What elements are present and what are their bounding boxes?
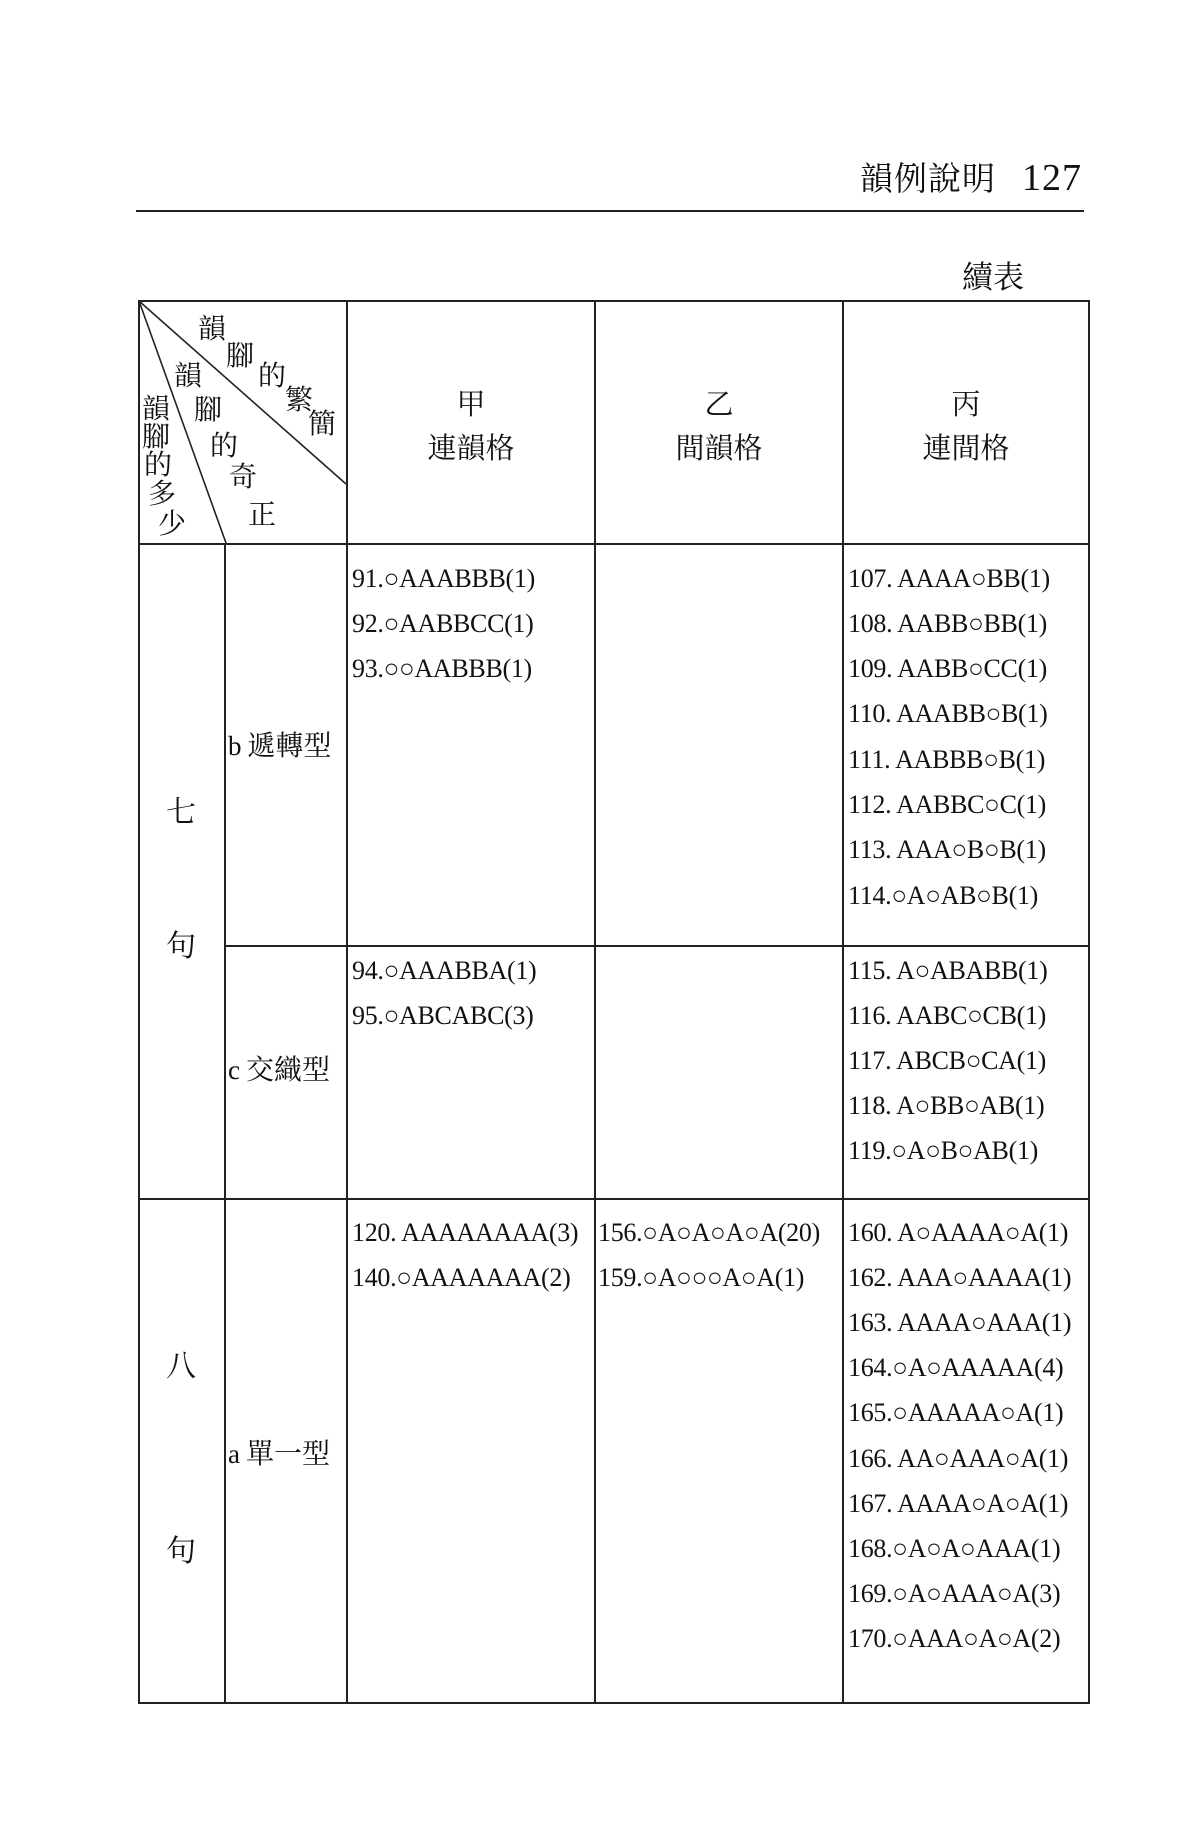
group-eight-char-2: 句 (166, 1534, 196, 1569)
entry-167: 167. AAAA○A○A(1) (848, 1489, 1069, 1518)
entry-120: 120. AAAAAAAA(3) (352, 1218, 579, 1247)
entry-163: 163. AAAA○AAA(1) (848, 1308, 1072, 1337)
type-letter: b (228, 731, 242, 761)
type-letter: a (228, 1439, 240, 1469)
running-header (860, 153, 1082, 200)
column-mark: 丙 (951, 387, 981, 421)
column-header-jia (348, 382, 594, 470)
corner-left-char-1: 韻 (142, 392, 171, 425)
rhyme-pattern-table (138, 300, 1090, 1704)
corner-left-char-4: 多 (148, 477, 177, 510)
corner-left-char-3: 的 (144, 448, 173, 481)
type-letter: c (228, 1055, 240, 1085)
entry-112: 112. AABBC○C(1) (848, 790, 1047, 819)
entry-165: 165.○AAAAA○A(1) (848, 1398, 1064, 1427)
entry-166: 166. AA○AAA○A(1) (848, 1444, 1069, 1473)
entry-110: 110. AAABB○B(1) (848, 699, 1048, 728)
header-rule (136, 210, 1084, 212)
corner-top-char-4: 繁 (285, 383, 314, 416)
entry-156: 156.○A○A○A○A(20) (598, 1218, 820, 1247)
entry-119: 119.○A○B○AB(1) (848, 1136, 1039, 1165)
subrow-divider (224, 945, 1090, 947)
corner-left-char-5: 少 (158, 507, 187, 540)
col-divider-2 (594, 300, 596, 1704)
entry-107: 107. AAAA○BB(1) (848, 564, 1050, 593)
entry-95: 95.○ABCABC(3) (352, 1001, 534, 1030)
corner-mid-char-5: 正 (248, 498, 277, 531)
corner-mid-char-2: 腳 (194, 393, 223, 426)
entry-92: 92.○AABBCC(1) (352, 609, 534, 638)
continued-label: 續表 (962, 260, 1024, 296)
type-label-a (228, 1437, 330, 1470)
column-name: 連韻格 (427, 431, 515, 465)
column-name: 連間格 (922, 431, 1010, 465)
page-number: 127 (1022, 157, 1082, 199)
entry-159: 159.○A○○○A○A(1) (598, 1263, 805, 1292)
type-label-b (228, 729, 332, 762)
header-title: 韻例說明 (860, 159, 996, 198)
corner-top-char-1: 韻 (198, 312, 227, 345)
entry-164: 164.○A○AAAAA(4) (848, 1353, 1064, 1382)
type-label-c (228, 1053, 330, 1086)
table-border-right (1088, 300, 1090, 1704)
column-name: 間韻格 (675, 431, 763, 465)
entry-140: 140.○AAAAAAA(2) (352, 1263, 571, 1292)
type-name: 遞轉型 (247, 729, 332, 762)
entry-94: 94.○AAABBA(1) (352, 956, 537, 985)
entry-93: 93.○○AABBB(1) (352, 654, 532, 683)
entry-91: 91.○AAABBB(1) (352, 564, 535, 593)
corner-top-char-3: 的 (258, 359, 287, 392)
entry-114: 114.○A○AB○B(1) (848, 881, 1039, 910)
corner-top-char-2: 腳 (226, 339, 255, 372)
table-border-bottom (138, 1702, 1090, 1704)
entry-113: 113. AAA○B○B(1) (848, 835, 1046, 864)
entry-118: 118. A○BB○AB(1) (848, 1091, 1045, 1120)
corner-mid-char-1: 韻 (174, 359, 203, 392)
group-divider (138, 1198, 1090, 1200)
type-name: 單一型 (245, 1437, 330, 1470)
column-mark: 甲 (456, 387, 486, 421)
group-seven-char-1: 七 (166, 795, 196, 830)
corner-mid-char-3: 的 (210, 429, 239, 462)
corner-mid-char-4: 奇 (229, 460, 258, 493)
type-name: 交織型 (245, 1053, 330, 1086)
group-seven-char-2: 句 (166, 929, 196, 964)
entry-160: 160. A○AAAA○A(1) (848, 1218, 1069, 1247)
entry-111: 111. AABBB○B(1) (848, 745, 1046, 774)
entry-170: 170.○AAA○A○A(2) (848, 1624, 1061, 1653)
entry-169: 169.○A○AAA○A(3) (848, 1579, 1061, 1608)
entry-162: 162. AAA○AAAA(1) (848, 1263, 1072, 1292)
type-col-divider (224, 543, 226, 1704)
group-eight-char-1: 八 (166, 1349, 196, 1384)
column-header-yi (596, 382, 842, 470)
entry-116: 116. AABC○CB(1) (848, 1001, 1047, 1030)
col-divider-3 (842, 300, 844, 1704)
entry-115: 115. A○ABABB(1) (848, 956, 1048, 985)
column-mark: 乙 (704, 387, 734, 421)
corner-left-char-2: 腳 (142, 420, 171, 453)
entry-109: 109. AABB○CC(1) (848, 654, 1048, 683)
entry-168: 168.○A○A○AAA(1) (848, 1534, 1061, 1563)
entry-117: 117. ABCB○CA(1) (848, 1046, 1047, 1075)
column-header-bing (844, 382, 1088, 470)
entry-108: 108. AABB○BB(1) (848, 609, 1048, 638)
corner-top-char-5: 簡 (308, 407, 337, 440)
